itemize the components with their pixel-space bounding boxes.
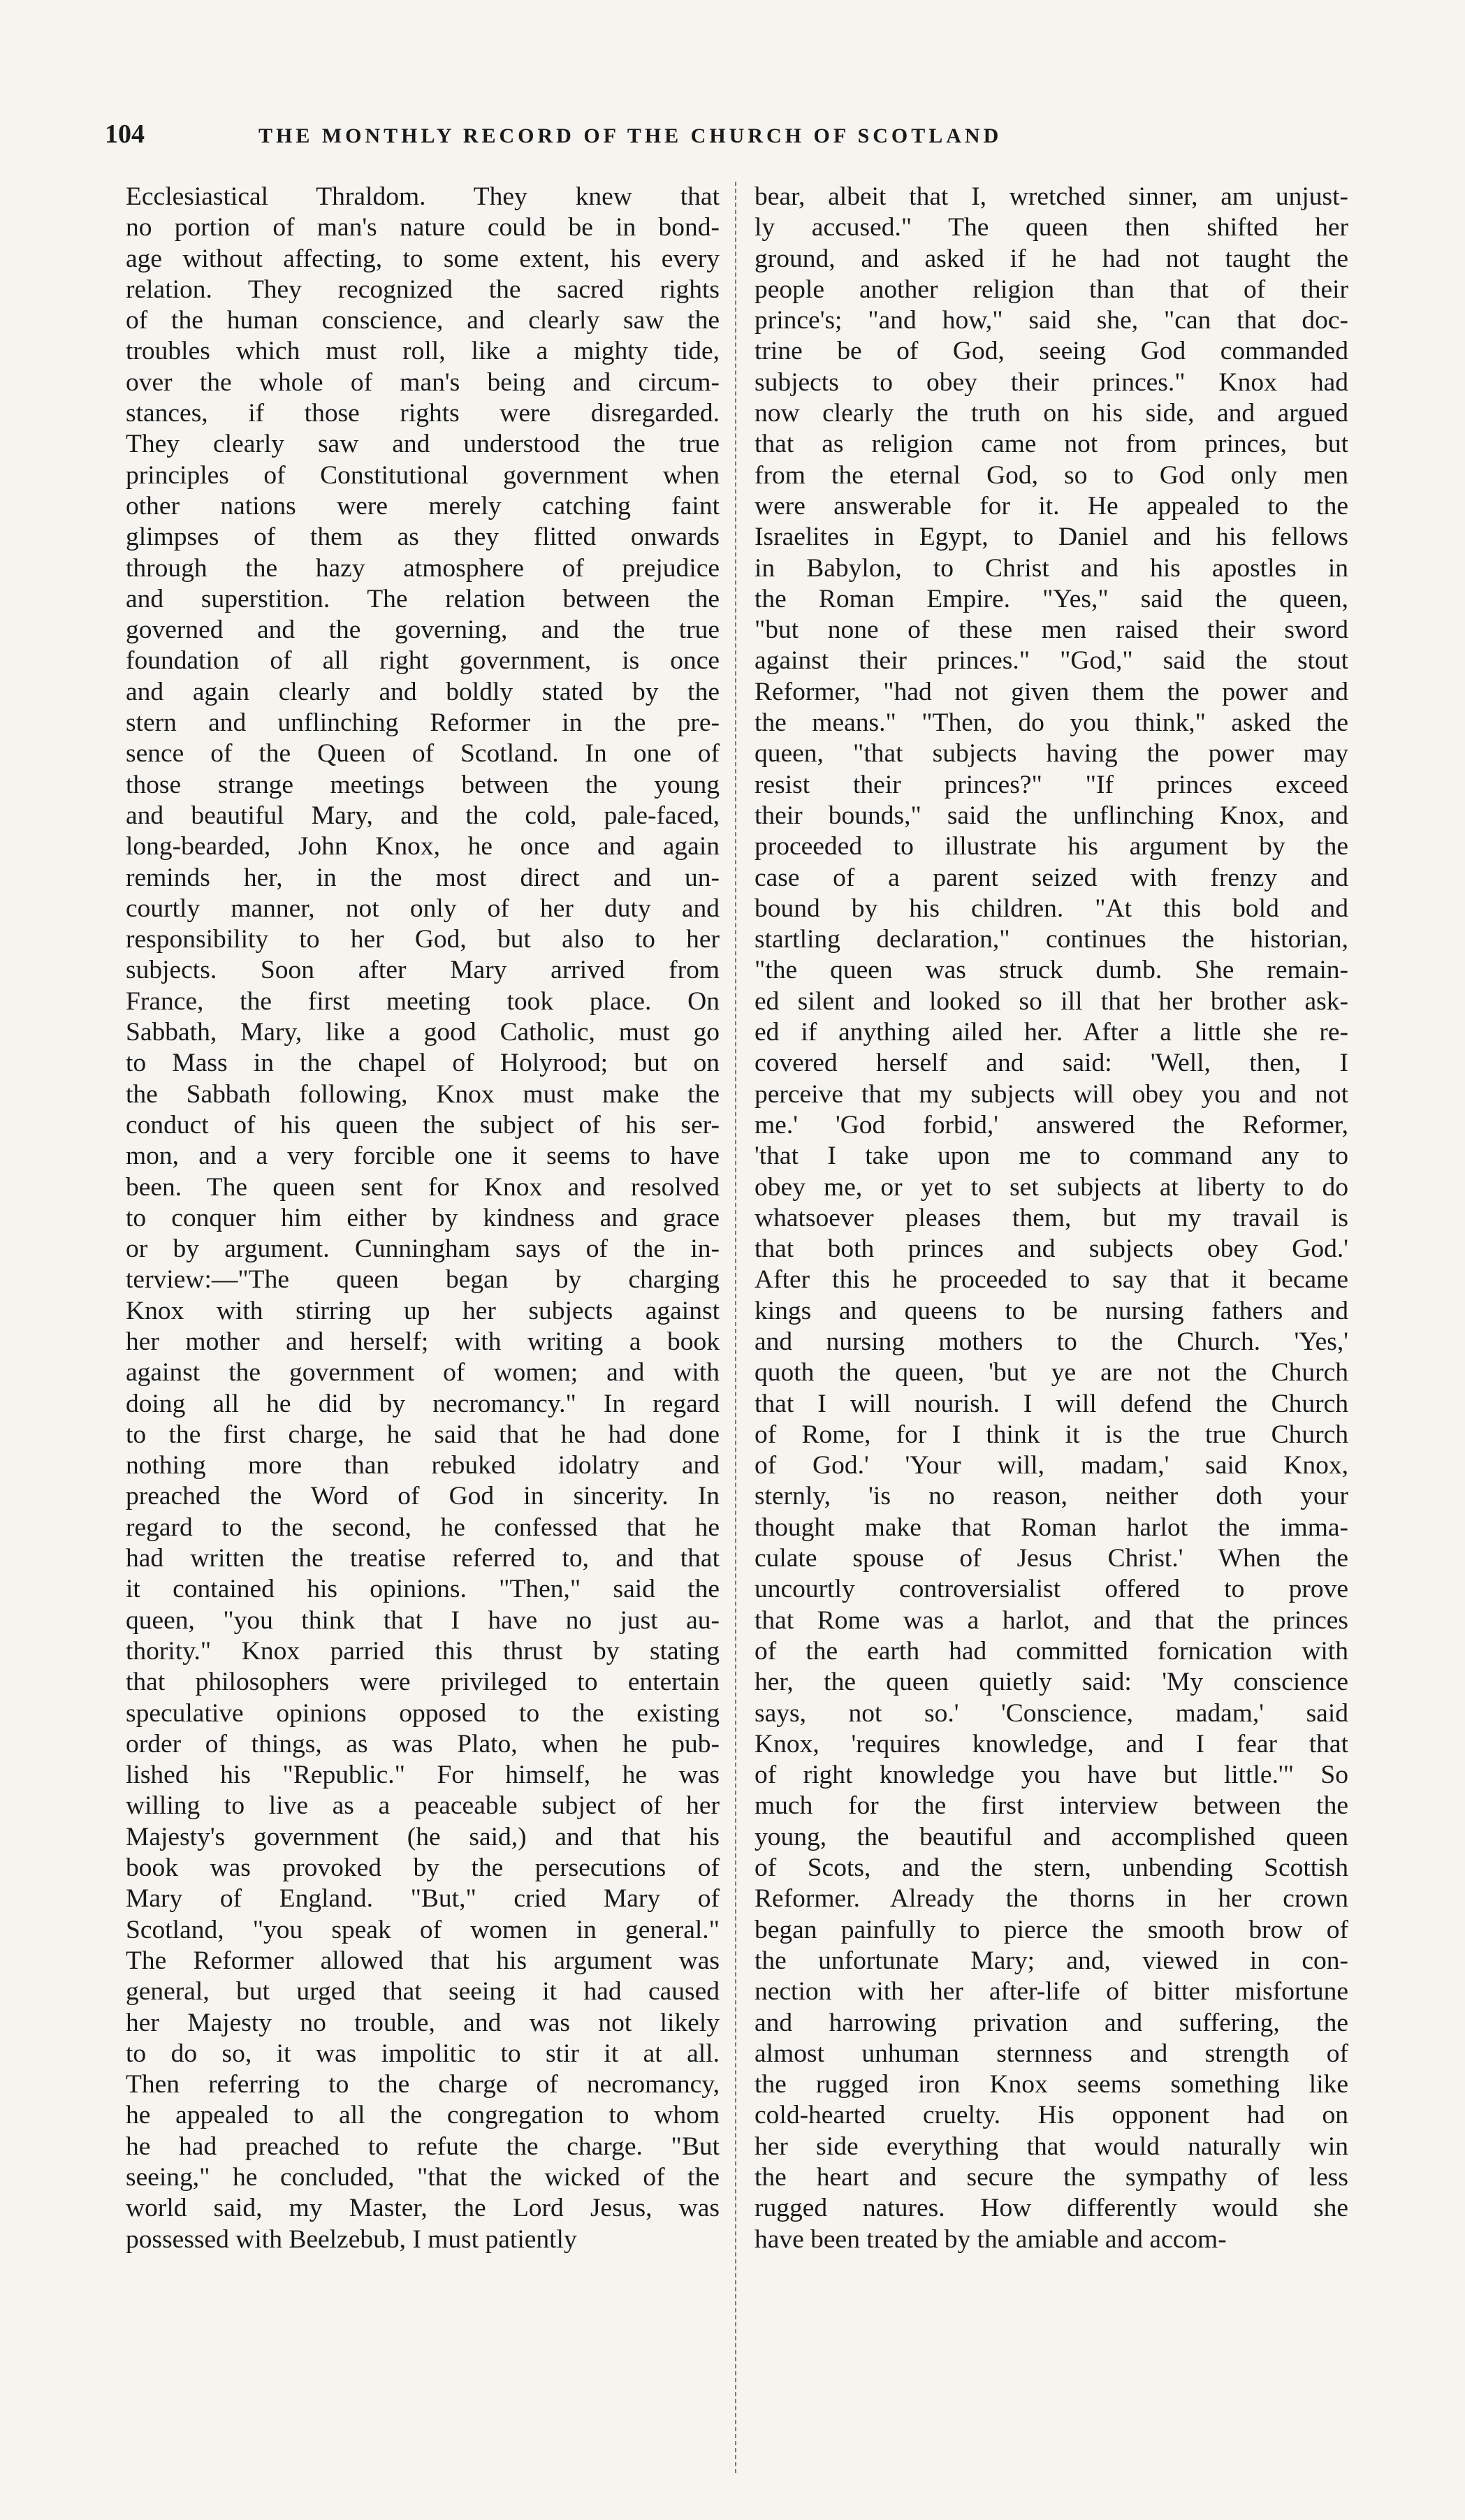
text-line: through the hazy atmosphere of prejudice <box>126 553 720 583</box>
text-line: lished his "Republic." For himself, he was <box>126 1761 720 1790</box>
text-line: nection with her after-life of bitter misfortune <box>755 1977 1348 2006</box>
text-line: sence of the Queen of Scotland. In one of <box>126 739 720 769</box>
text-line: her Majesty no trouble, and was not likely <box>126 2008 720 2037</box>
text-line: in Babylon, to Christ and his apostles in <box>755 553 1348 583</box>
text-line: Reformer, "had not given them the power and <box>755 677 1348 706</box>
text-line: against the government of women; and with <box>126 1358 720 1388</box>
text-line: relation. They recognized the sacred rights <box>126 275 720 304</box>
text-line: cold-hearted cruelty. His opponent had on <box>755 2101 1348 2130</box>
text-line: trine be of God, seeing God commanded <box>755 337 1348 366</box>
text-line: from the eternal God, so to God only men <box>755 460 1348 490</box>
text-line: he had preached to refute the charge. "But <box>126 2132 720 2161</box>
text-line: rugged natures. How differently would she <box>755 2194 1348 2223</box>
text-line: their bounds," said the unflinching Knox, and <box>755 801 1348 830</box>
text-line: preached the Word of God in sincerity. In <box>126 1482 720 1511</box>
right-column <box>755 182 1348 2255</box>
text-line: case of a parent seized with frenzy and <box>755 863 1348 892</box>
text-line: book was provoked by the persecutions of <box>126 1853 720 1883</box>
text-line: to conquer him either by kindness and grace <box>126 1203 720 1232</box>
text-line: bound by his children. "At this bold and <box>755 894 1348 923</box>
text-line: stances, if those rights were disregarded. <box>126 399 720 428</box>
text-line: queen, "that subjects having the power may <box>755 739 1348 769</box>
text-line: ground, and asked if he had not taught the <box>755 244 1348 273</box>
text-line: ed silent and looked so ill that her brother ask- <box>755 986 1348 1016</box>
text-line: seeing," he concluded, "that the wicked of the <box>126 2163 720 2192</box>
text-line: They clearly saw and understood the true <box>126 430 720 459</box>
text-line: uncourtly controversialist offered to prove <box>755 1575 1348 1604</box>
text-line: to do so, it was impolitic to stir it at all. <box>126 2039 720 2068</box>
text-line: After this he proceeded to say that it became <box>755 1265 1348 1295</box>
text-line: that as religion came not from princes, but <box>755 430 1348 459</box>
text-line: he appealed to all the congregation to whom <box>126 2101 720 2130</box>
text-line: France, the first meeting took place. On <box>126 986 720 1016</box>
text-line: willing to live as a peaceable subject of her <box>126 1791 720 1821</box>
text-line: kings and queens to be nursing fathers and <box>755 1296 1348 1325</box>
text-line: terview:—"The queen began by charging <box>126 1265 720 1295</box>
text-line: long-bearded, John Knox, he once and again <box>126 832 720 861</box>
text-line: of the earth had committed fornication with <box>755 1636 1348 1666</box>
text-line: foundation of all right government, is once <box>126 646 720 676</box>
text-line: and superstition. The relation between the <box>126 584 720 613</box>
text-line: of God.' 'Your will, madam,' said Knox, <box>755 1451 1348 1480</box>
text-line: 'that I take upon me to command any to <box>755 1142 1348 1171</box>
text-line: no portion of man's nature could be in bond- <box>126 213 720 242</box>
text-line: perceive that my subjects will obey you and not <box>755 1079 1348 1109</box>
text-line: of Scots, and the stern, unbending Scottish <box>755 1853 1348 1883</box>
text-line: that Rome was a harlot, and that the princes <box>755 1605 1348 1635</box>
text-line: glimpses of them as they flitted onwards <box>126 523 720 552</box>
text-line: the unfortunate Mary; and, viewed in con- <box>755 1946 1348 1975</box>
text-line: subjects to obey their princes." Knox had <box>755 367 1348 397</box>
document-page <box>105 105 1362 2494</box>
running-title: THE MONTHLY RECORD OF THE CHURCH OF SCOTLAND <box>258 124 1003 147</box>
page-number: 104 <box>105 119 145 149</box>
text-line: that both princes and subjects obey God.' <box>755 1234 1348 1264</box>
text-line: queen, "you think that I have no just au- <box>126 1605 720 1635</box>
text-line: regard to the second, he confessed that he <box>126 1513 720 1542</box>
text-line: the heart and secure the sympathy of less <box>755 2163 1348 2192</box>
text-line: thought make that Roman harlot the imma- <box>755 1513 1348 1542</box>
text-line: it contained his opinions. "Then," said the <box>126 1575 720 1604</box>
text-line: and harrowing privation and suffering, the <box>755 2008 1348 2037</box>
text-line: over the whole of man's being and circum- <box>126 367 720 397</box>
text-line: her side everything that would naturally win <box>755 2132 1348 2161</box>
text-line: were answerable for it. He appealed to the <box>755 491 1348 520</box>
text-line: speculative opinions opposed to the existing <box>126 1698 720 1728</box>
text-line: subjects. Soon after Mary arrived from <box>126 956 720 985</box>
text-line: courtly manner, not only of her duty and <box>126 894 720 923</box>
text-line: obey me, or yet to set subjects at liberty to do <box>755 1172 1348 1202</box>
text-line: other nations were merely catching faint <box>126 491 720 520</box>
text-line: Israelites in Egypt, to Daniel and his fellows <box>755 523 1348 552</box>
text-line: possessed with Beelzebub, I must patiently <box>126 2224 577 2254</box>
text-line: "the queen was struck dumb. She remain- <box>755 956 1348 985</box>
text-line: says, not so.' 'Conscience, madam,' said <box>755 1698 1348 1728</box>
text-line: of the human conscience, and clearly saw the <box>126 306 720 335</box>
column-divider <box>735 182 736 2473</box>
text-line: principles of Constitutional government when <box>126 460 720 490</box>
text-line: to the first charge, he said that he had done <box>126 1420 720 1449</box>
text-line: her mother and herself; with writing a book <box>126 1327 720 1356</box>
text-line: or by argument. Cunningham says of the in- <box>126 1234 720 1264</box>
text-line: Knox with stirring up her subjects against <box>126 1296 720 1325</box>
text-line: sternly, 'is no reason, neither doth your <box>755 1482 1348 1511</box>
text-line: reminds her, in the most direct and un- <box>126 863 720 892</box>
text-line: that philosophers were privileged to entertain <box>126 1668 720 1697</box>
text-line: young, the beautiful and accomplished queen <box>755 1822 1348 1851</box>
text-line: startling declaration," continues the historian, <box>755 925 1348 954</box>
text-line: general, but urged that seeing it had caused <box>126 1977 720 2006</box>
text-line: Sabbath, Mary, like a good Catholic, must go <box>126 1018 720 1047</box>
text-line: doing all he did by necromancy." In regard <box>126 1389 720 1418</box>
text-line: the Sabbath following, Knox must make the <box>126 1079 720 1109</box>
text-line: The Reformer allowed that his argument was <box>126 1946 720 1975</box>
text-line: proceeded to illustrate his argument by the <box>755 832 1348 861</box>
text-line: me.' 'God forbid,' answered the Reformer, <box>755 1110 1348 1139</box>
text-line: much for the first interview between the <box>755 1791 1348 1821</box>
text-line: the means." "Then, do you think," asked the <box>755 708 1348 738</box>
text-line: Majesty's government (he said,) and that his <box>126 1822 720 1851</box>
text-line: and nursing mothers to the Church. 'Yes,' <box>755 1327 1348 1356</box>
text-line: nothing more than rebuked idolatry and <box>126 1451 720 1480</box>
text-line: and again clearly and boldly stated by the <box>126 677 720 706</box>
text-line: "but none of these men raised their sword <box>755 616 1348 645</box>
page-header <box>105 105 1362 161</box>
text-line: whatsoever pleases them, but my travail is <box>755 1203 1348 1232</box>
text-line: order of things, as was Plato, when he pub- <box>126 1729 720 1758</box>
text-line: that I will nourish. I will defend the Church <box>755 1389 1348 1418</box>
text-line: governed and the governing, and the true <box>126 616 720 645</box>
text-line: bear, albeit that I, wretched sinner, am unjust- <box>755 182 1348 211</box>
text-line: people another religion than that of their <box>755 275 1348 304</box>
text-line: have been treated by the amiable and accom- <box>755 2224 1227 2254</box>
text-line: mon, and a very forcible one it seems to have <box>126 1142 720 1171</box>
text-line: culate spouse of Jesus Christ.' When the <box>755 1544 1348 1573</box>
text-line: Reformer. Already the thorns in her crown <box>755 1884 1348 1914</box>
text-line: conduct of his queen the subject of his ser- <box>126 1110 720 1139</box>
text-line: the Roman Empire. "Yes," said the queen, <box>755 584 1348 613</box>
text-line: covered herself and said: 'Well, then, I <box>755 1049 1348 1078</box>
text-line: responsibility to her God, but also to her <box>126 925 720 954</box>
text-line: prince's; "and how," said she, "can that doc- <box>755 306 1348 335</box>
text-line: now clearly the truth on his side, and argued <box>755 399 1348 428</box>
text-line: ed if anything ailed her. After a little she re- <box>755 1018 1348 1047</box>
text-line: stern and unflinching Reformer in the pre- <box>126 708 720 738</box>
text-line: began painfully to pierce the smooth brow of <box>755 1915 1348 1944</box>
text-line: and beautiful Mary, and the cold, pale-faced, <box>126 801 720 830</box>
text-line: thority." Knox parried this thrust by stating <box>126 1636 720 1666</box>
left-column <box>126 182 720 2255</box>
text-line: against their princes." "God," said the stout <box>755 646 1348 676</box>
text-line: Then referring to the charge of necromancy, <box>126 2070 720 2099</box>
text-line: Ecclesiastical Thraldom. They knew that <box>126 182 720 211</box>
text-line: ly accused." The queen then shifted her <box>755 213 1348 242</box>
text-line: Knox, 'requires knowledge, and I fear that <box>755 1729 1348 1758</box>
text-line: had written the treatise referred to, and that <box>126 1544 720 1573</box>
text-line: of right knowledge you have but little.'" So <box>755 1761 1348 1790</box>
text-line: age without affecting, to some extent, his every <box>126 244 720 273</box>
text-line: troubles which must roll, like a mighty tide, <box>126 337 720 366</box>
text-line: the rugged iron Knox seems something like <box>755 2070 1348 2099</box>
text-line: been. The queen sent for Knox and resolved <box>126 1172 720 1202</box>
text-line: those strange meetings between the young <box>126 770 720 799</box>
text-line: resist their princes?" "If princes exceed <box>755 770 1348 799</box>
text-line: to Mass in the chapel of Holyrood; but on <box>126 1049 720 1078</box>
text-line: of Rome, for I think it is the true Church <box>755 1420 1348 1449</box>
text-line: quoth the queen, 'but ye are not the Church <box>755 1358 1348 1388</box>
text-line: almost unhuman sternness and strength of <box>755 2039 1348 2068</box>
text-line: Scotland, "you speak of women in general." <box>126 1915 720 1944</box>
text-line: world said, my Master, the Lord Jesus, was <box>126 2194 720 2223</box>
text-columns <box>126 182 1355 2487</box>
text-line: her, the queen quietly said: 'My conscience <box>755 1668 1348 1697</box>
text-line: Mary of England. "But," cried Mary of <box>126 1884 720 1914</box>
